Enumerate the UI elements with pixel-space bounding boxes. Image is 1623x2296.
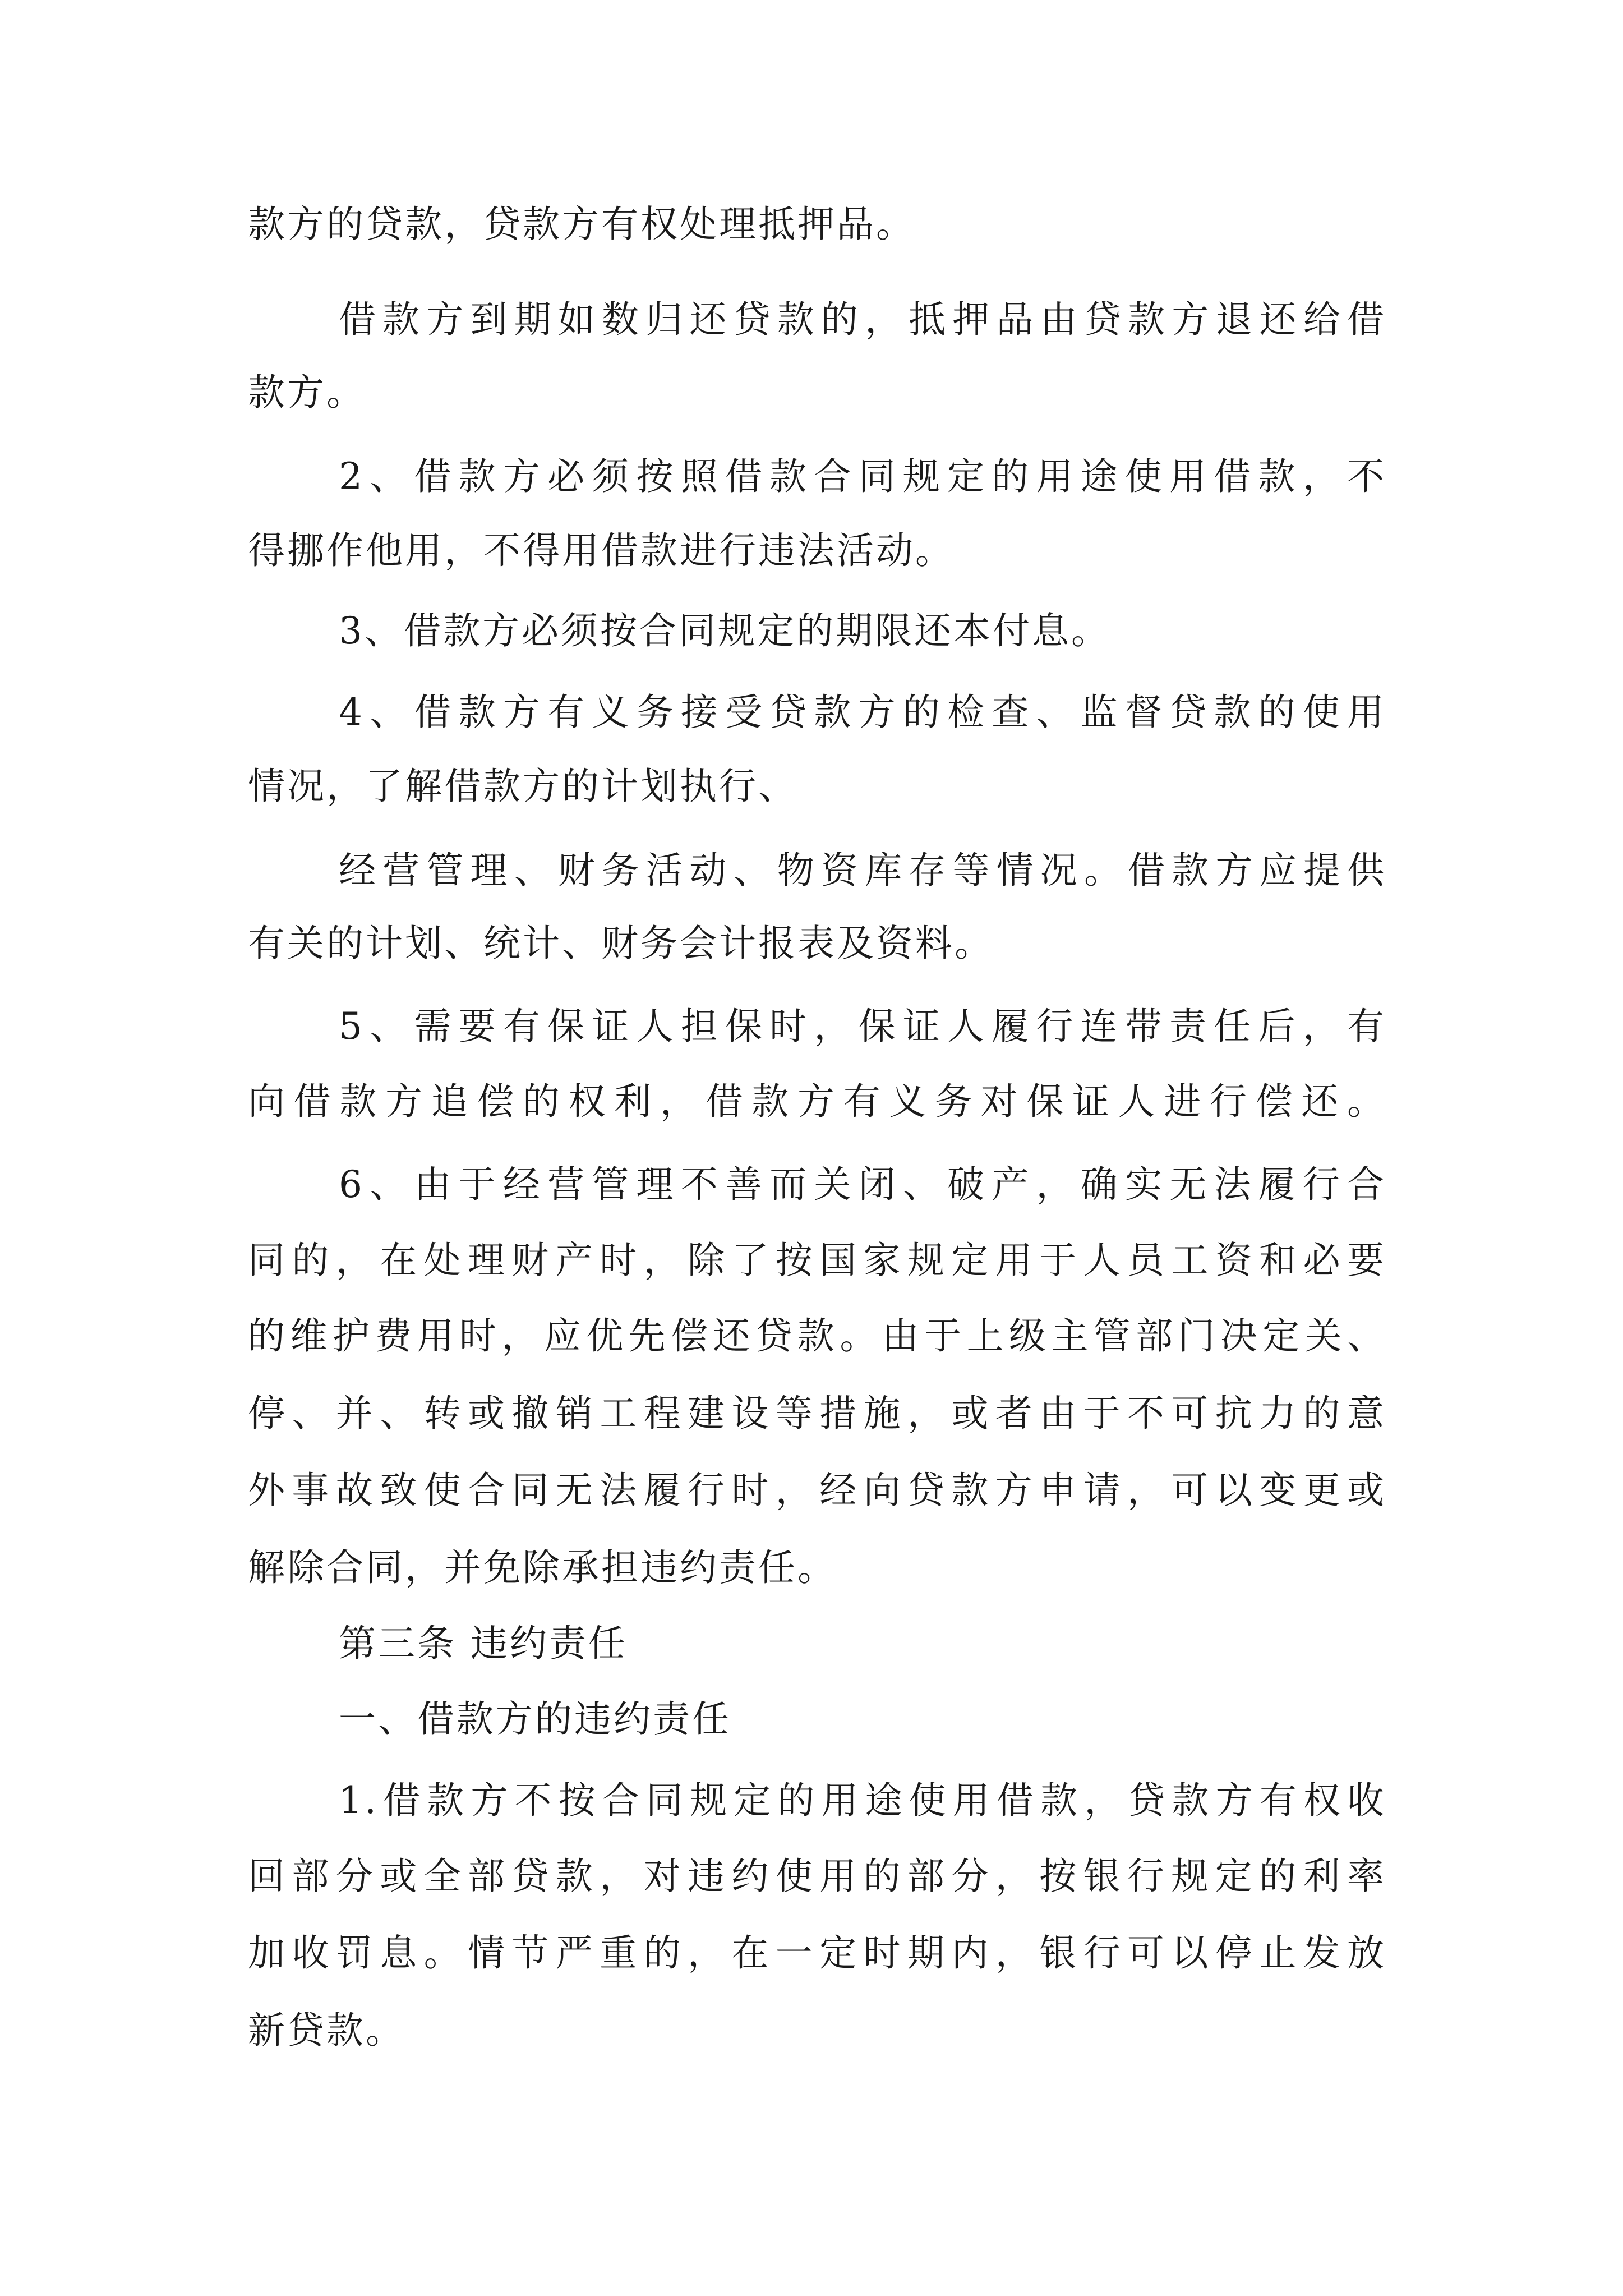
text-line: 有关的计划、统计、财务会计报表及资料。 xyxy=(248,922,994,965)
text-line: 解除合同，并免除承担违约责任。 xyxy=(248,1546,837,1589)
text-line: 款方。 xyxy=(248,371,366,414)
text-line: 借款方到期如数归还贷款的，抵押品由贷款方退还给借 xyxy=(339,298,1386,341)
text-line: 回部分或全部贷款，对违约使用的部分，按银行规定的利率 xyxy=(248,1855,1386,1898)
subsection-heading: 一、借款方的违约责任 xyxy=(339,1697,731,1741)
text-line: 的维护费用时，应优先偿还贷款。由于上级主管部门决定关、 xyxy=(248,1314,1386,1358)
text-line: 6、由于经营管理不善而关闭、破产，确实无法履行合 xyxy=(339,1163,1386,1206)
text-line: 1.借款方不按合同规定的用途使用借款，贷款方有权收 xyxy=(339,1779,1386,1822)
text-line: 款方的贷款，贷款方有权处理抵押品。 xyxy=(248,203,915,246)
text-line: 加收罚息。情节严重的，在一定时期内，银行可以停止发放 xyxy=(248,1931,1386,1975)
text-line: 经营管理、财务活动、物资库存等情况。借款方应提供 xyxy=(339,849,1386,892)
text-line: 向借款方追偿的权利，借款方有义务对保证人进行偿还。 xyxy=(248,1080,1386,1123)
text-line: 5、需要有保证人担保时，保证人履行连带责任后，有 xyxy=(339,1005,1386,1048)
text-line: 外事故致使合同无法履行时，经向贷款方申请，可以变更或 xyxy=(248,1469,1386,1512)
text-line: 同的，在处理财产时，除了按国家规定用于人员工资和必要 xyxy=(248,1239,1386,1282)
text-line: 得挪作他用，不得用借款进行违法活动。 xyxy=(248,529,955,572)
section-heading: 第三条 违约责任 xyxy=(339,1622,628,1665)
text-line: 新贷款。 xyxy=(248,2009,405,2052)
text-line: 停、并、转或撤销工程建设等措施，或者由于不可抗力的意 xyxy=(248,1392,1386,1435)
text-line: 3、借款方必须按合同规定的期限还本付息。 xyxy=(339,609,1110,652)
text-line: 2、借款方必须按照借款合同规定的用途使用借款，不 xyxy=(339,455,1386,498)
text-line: 情况，了解借款方的计划执行、 xyxy=(248,765,797,808)
text-line: 4、借款方有义务接受贷款方的检查、监督贷款的使用 xyxy=(339,691,1386,734)
